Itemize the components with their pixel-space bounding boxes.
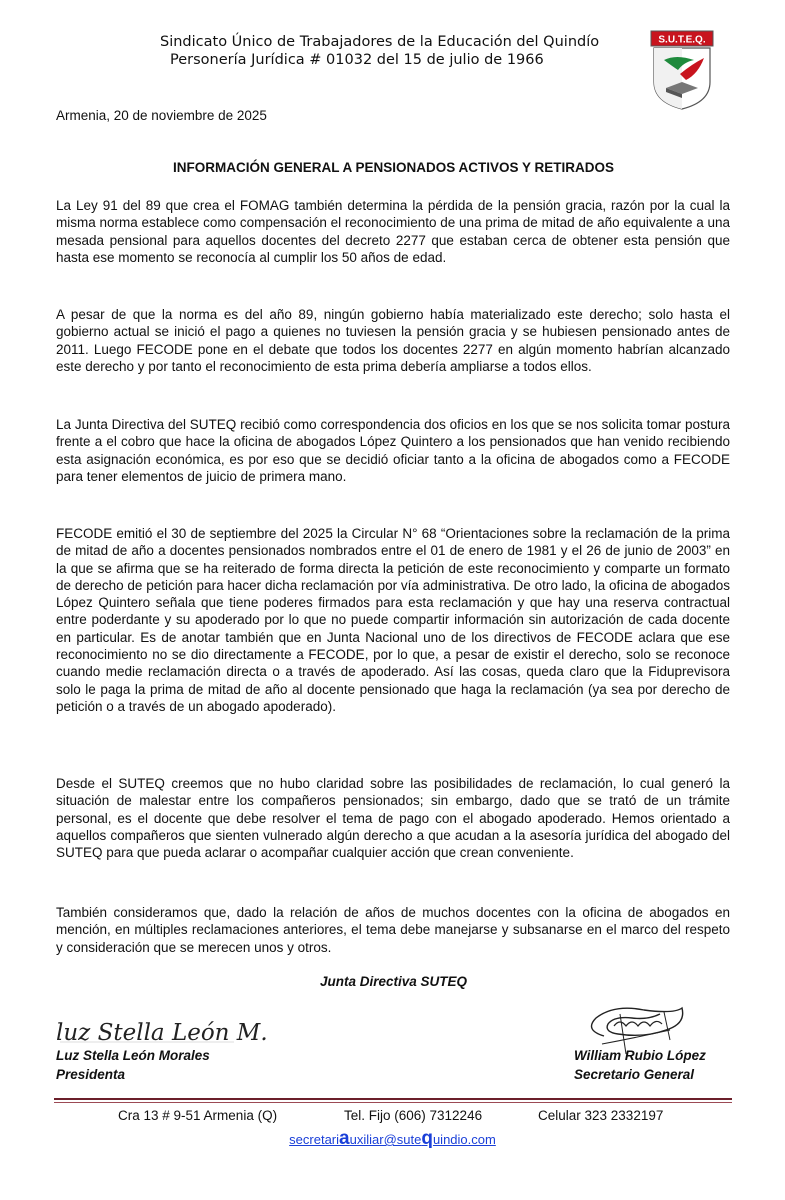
body-paragraph-3: La Junta Directiva del SUTEQ recibió como correspondencia dos oficios en los que se nos solicita tomar postura frente a el cobro que hace la oficina de abogados López Quintero a los pensionados que han venido recibiendo esta asignación económica, es por eso que se decidió oficiar tanto a la oficina de abogados como a FECODE para tener elementos de juicio de primera mano. [56,417,730,484]
footer-address: Cra 13 # 9-51 Armenia (Q) [118,1108,278,1123]
signature-block-title: Junta Directiva SUTEQ [319,974,468,989]
president-role: Presidenta [56,1067,126,1082]
logo-text: S.U.T.E.Q. [658,34,706,46]
body-paragraph-6: También consideramos que, dado la relación de años de muchos docentes con la oficina de abogados en mención, en múltiples reclamaciones anteriores, el tema debe manejarse y subsanarse en el marco del respeto y consideración que se merecen unos y otros. [56,905,730,955]
body-paragraph-4: FECODE emitió el 30 de septiembre del 2025 la Circular N° 68 “Orientaciones sobre la reclamación de la prima de mitad de año a docentes pensionados nombrados entre el 01 de enero de 1981 y el 26 de junio de 2003” en la que se afirma que se ha reiterado de forma directa la petición de este reconocimiento y comparte un formato de derecho de petición para hacer dicha reclamación por vía administrativa. De otro lado, la oficina de abogados López Quintero señala que tiene poderes firmados para esta reclamación y que hay una reserva contractual entre poderdante y su apoderado por lo que no puede compartir información sin autorización de cada docente en particular. Es de anotar también que en Junta Nacional uno de los directivos de FECODE aclara que ese reconocimiento no se dio directamente a FECODE, por lo que, a pesar de existir el derecho, solo se reconoce cuando medie reclamación directa o a través de apoderado. Así las cosas, queda claro que la Fiduprevisora solo le paga la prima de mitad de año al docente pensionado que haga la reclamación (ya sea por derecho de petición o a través de un abogado apoderado). [56,526,730,714]
footer-divider-thin [54,1102,732,1103]
letterhead-legal-id: Personería Jurídica # 01032 del 15 de julio de 1966 [170,52,544,68]
document-title: INFORMACIÓN GENERAL A PENSIONADOS ACTIVOS Y RETIRADOS [172,160,615,175]
suteq-logo [650,30,714,110]
body-paragraph-1: La Ley 91 del 89 que crea el FOMAG también determina la pérdida de la pensión gracia, razón por la cual la misma norma establece como compensación el reconocimiento de una prima de mitad de año equivalente a una mesada pensional para aquellos docentes del decreto 2277 que estaban cerca de obtener esta pensión que hasta ese momento se reconocía al cumplir los 50 años de edad. [56,198,730,265]
handwritten-signature-left [56,1014,268,1046]
body-paragraph-2: A pesar de que la norma es del año 89, ningún gobierno había materializado este derecho; solo hasta el gobierno actual se inició el pago a quienes no tuviesen la pensión gracia y se hubiesen pensionado antes de 2011. Luego FECODE pone en el debate que todos los docentes 2277 en algún momento habrían alcanzado este derecho y por tanto el reconocimiento de esta prima debería ampliarse a todos ellos. [56,307,730,374]
svg-text:luz Stella León M.: luz Stella León M. [56,1020,268,1046]
president-name: Luz Stella León Morales [56,1048,210,1063]
secretary-name: William Rubio López [574,1048,706,1063]
footer-mobile: Celular 323 2332197 [538,1108,664,1123]
footer-email [0,1128,785,1150]
letterhead-org-name: Sindicato Único de Trabajadores de la Educación del Quindío [160,34,600,50]
body-paragraph-5: Desde el SUTEQ creemos que no hubo claridad sobre las posibilidades de reclamación, lo cual generó la situación de malestar entre los compañeros pensionados; sin embargo, dado que se trató de un trámite personal, es el docente que debe resolver el tema de pago con el abogado apoderado. Hemos orientado a aquellos compañeros que sienten vulnerado algún derecho a que acudan a la asesoría jurídica del abogado del SUTEQ para que pueda aclarar o acompañar cualquier acción que crean conveniente. [56,776,730,861]
footer-divider [54,1098,732,1100]
footer-phone: Tel. Fijo (606) 7312246 [344,1108,483,1123]
signature-president [56,1014,268,1051]
email-link[interactable]: secretariauxiliar@sutequindio.com [289,1128,496,1149]
secretary-role: Secretario General [574,1067,695,1082]
letter-date: Armenia, 20 de noviembre de 2025 [56,108,267,123]
